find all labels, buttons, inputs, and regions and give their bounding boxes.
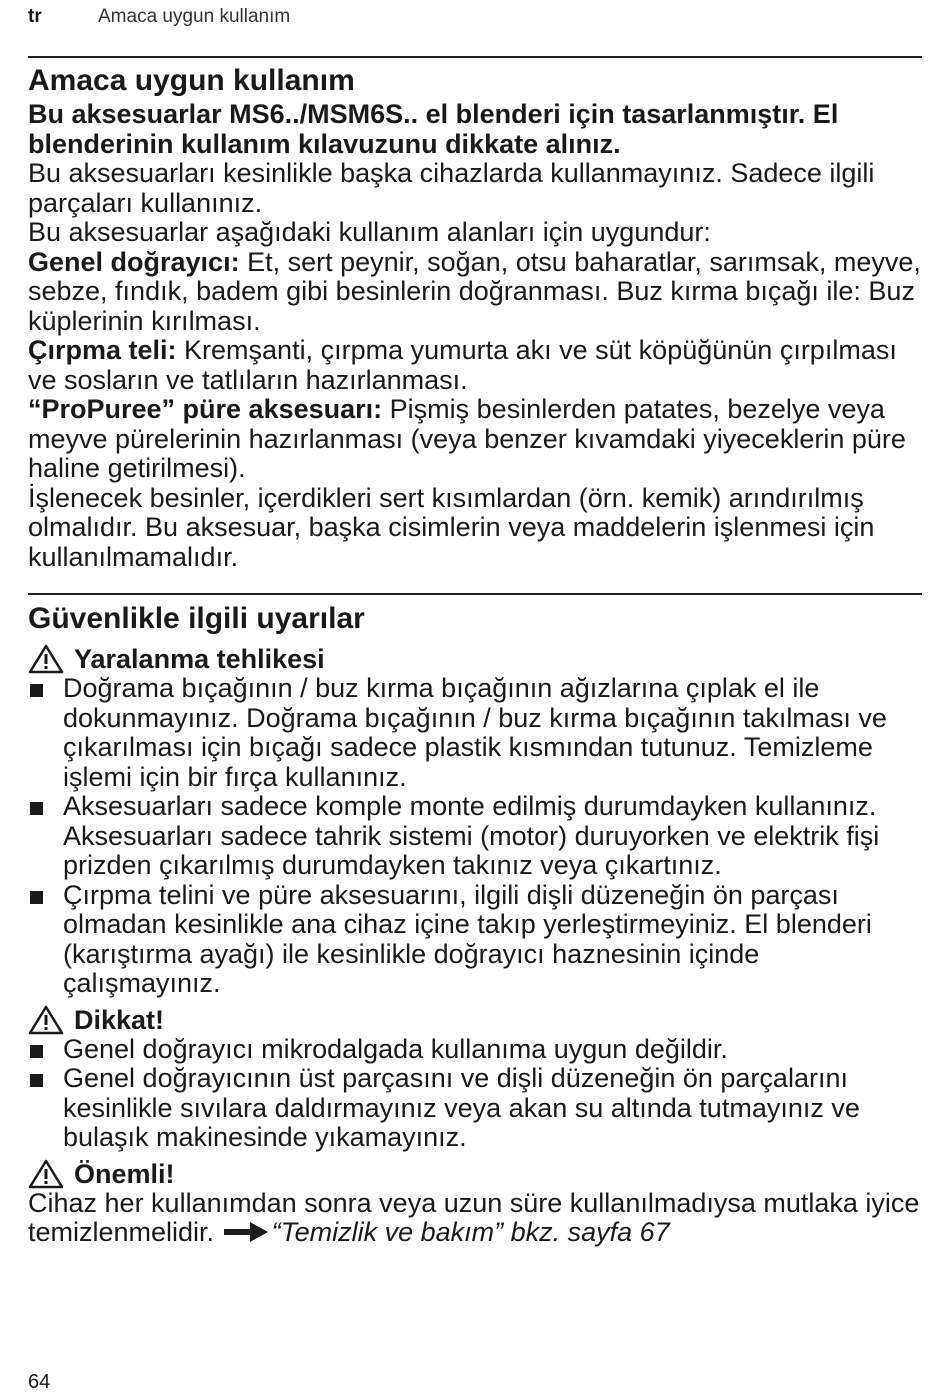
- warning-heading-important: [28, 1159, 922, 1189]
- bullet-icon: [30, 1045, 43, 1058]
- list-item: [28, 674, 922, 792]
- important-note: [28, 1189, 922, 1248]
- warning-heading-caution: [28, 1005, 922, 1035]
- usage-description: Pişmiş besinlerden patates, bezelye veya meyve pürelerinin hazırlanması (veya benzer kıvamdaki yiyeceklerin püre haline getirilmesi).: [28, 394, 906, 483]
- warning-title: Dikkat!: [74, 1004, 165, 1035]
- cross-reference-link[interactable]: “Temizlik ve bakım” bkz. sayfa 67: [271, 1217, 670, 1247]
- arrow-right-icon: [224, 1222, 268, 1242]
- section-heading: Güvenlikle ilgili uyarılar: [28, 602, 365, 635]
- bullet-icon: [30, 891, 43, 904]
- list-item-text: Doğrama bıçağının / buz kırma bıçağının ağızlarına çıplak el ile dokunmayınız. Doğrama bıçağının / buz kırma bıçağının takılması ve çıkarılması için bıçağı sadece plastik kısmından tutunuz. Temizleme işlemi için bir fırça kullanınız.: [63, 673, 887, 792]
- usage-item-whisk: [28, 336, 922, 395]
- usage-term: “ProPuree” püre aksesuarı:: [28, 394, 383, 424]
- list-item: [28, 881, 922, 999]
- note-text: Cihaz her kullanımdan sonra veya uzun süre kullanılmadıysa mutlaka iyice temizlenmelidir.: [28, 1187, 920, 1247]
- warning-list: [28, 674, 922, 999]
- page-number: 64: [28, 1371, 51, 1393]
- usage-description: Et, sert peynir, soğan, otsu baharatlar, sarımsak, meyve, sebze, fındık, badem gibi besinlerin doğranması. Buz kırma bıçağı ile: Buz küplerinin kırılması.: [28, 246, 921, 336]
- list-item-text: Genel doğrayıcı mikrodalgada kullanıma uygun değildir.: [63, 1033, 728, 1064]
- intro-bold-text: Bu aksesuarlar MS6../MSM6S.. el blenderi için tasarlanmıştır. El blenderinin kullanım kılavuzunu dikkate alınız.: [28, 99, 839, 159]
- paragraph: Bu aksesuarları kesinlikle başka cihazlarda kullanmayınız. Sadece ilgili parçaları kullanınız.: [28, 158, 875, 218]
- warning-triangle-icon: [28, 1159, 64, 1189]
- list-item-text: Aksesuarları sadece komple monte edilmiş durumdayken kullanınız. Aksesuarları sadece tahrik sistemi (motor) duruyorken ve elektrik fişi prizden çıkarılmış durumdayken takınız veya çıkartınız.: [63, 791, 880, 880]
- warning-list: [28, 1035, 922, 1153]
- usage-description: Kremşanti, çırpma yumurta akı ve süt köpüğünün çırpılması ve sosların ve tatlıların hazırlanması.: [28, 335, 897, 395]
- divider: [28, 593, 922, 595]
- warning-triangle-icon: [28, 1005, 64, 1035]
- list-item: [28, 1064, 922, 1153]
- paragraph: İşlenecek besinler, içerdikleri sert kısımlardan (örn. kemik) arındırılmış olmalıdır. Bu aksesuar, başka cisimlerin veya maddelerin işlenmesi için kullanılmamalıdır.: [28, 482, 875, 572]
- section-safety: [28, 600, 922, 1248]
- paragraph: Bu aksesuarlar aşağıdaki kullanım alanları için uygundur:: [28, 217, 711, 247]
- section-intended-use: [28, 62, 922, 572]
- bullet-icon: [30, 802, 43, 815]
- list-item: [28, 792, 922, 881]
- usage-term: Genel doğrayıcı:: [28, 246, 240, 277]
- usage-term: Çırpma teli:: [28, 335, 177, 365]
- list-item-text: Çırpma telini ve püre aksesuarını, ilgili dişli düzeneğin ön parçası olmadan kesinlikle ana cihaz içine takıp yerleştirmeyiniz. El blenderi (karıştırma ayağı) ile kesinlikle doğrayıcı haznesinin içinde çalışmayınız.: [63, 879, 872, 998]
- header-title: Amaca uygun kullanım: [98, 6, 291, 27]
- divider: [28, 56, 922, 58]
- page-header: [28, 6, 922, 32]
- section-heading: Amaca uygun kullanım: [28, 64, 355, 97]
- warning-title: Önemli!: [74, 1158, 175, 1189]
- language-code: tr: [28, 6, 42, 27]
- bullet-icon: [30, 1074, 43, 1087]
- bullet-icon: [30, 684, 43, 697]
- warning-triangle-icon: [28, 644, 64, 674]
- usage-item-puree: [28, 395, 922, 484]
- warning-heading-injury: [28, 644, 922, 674]
- list-item: [28, 1035, 922, 1065]
- warning-title: Yaralanma tehlikesi: [74, 644, 325, 674]
- list-item-text: Genel doğrayıcının üst parçasını ve dişli düzeneğin ön parçalarını kesinlikle sıvılara daldırmayınız veya akan su altında tutmayınız ve bulaşık makinesinde yıkamayınız.: [63, 1063, 860, 1152]
- usage-item-chopper: [28, 248, 922, 337]
